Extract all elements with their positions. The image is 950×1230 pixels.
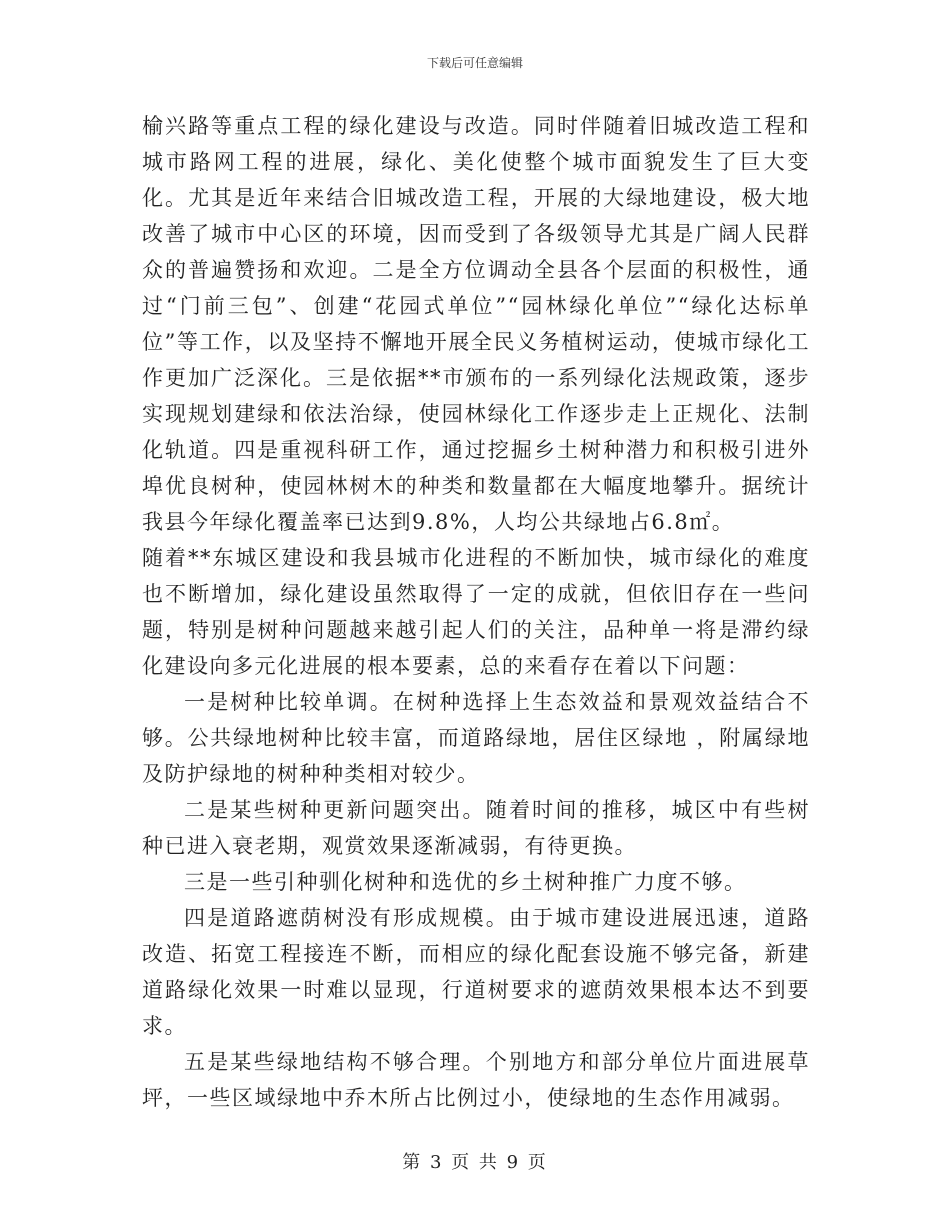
paragraph-problem-5: 五是某些绿地结构不够合理。个别地方和部分单位片面进展草坪，一些区域绿地中乔木所占比例过小，使绿地的生态作用减弱。	[142, 1050, 810, 1110]
paragraph-problems-intro: 随着**东城区建设和我县城市化进程的不断加快，城市绿化的难度也不断增加，绿化建设虽然取得了一定的成就，但依旧存在一些问题，特别是树种问题越来越引起人们的关注，品种单一将是滞约绿化建设向多元化进展的根本要素，总的来看存在着以下问题：	[142, 546, 810, 678]
paragraph-problem-4: 四是道路遮荫树没有形成规模。由于城市建设进展迅速，道路改造、拓宽工程接连不断，而相应的绿化配套设施不够完备，新建道路绿化效果一时难以显现，行道树要求的遮荫效果根本达不到要求。	[142, 906, 810, 1038]
page-header: 下载后可任意编辑	[426, 56, 523, 70]
paragraph-problem-3: 三是一些引种驯化树种和选优的乡土树种推广力度不够。	[184, 870, 747, 894]
paragraph-problem-2: 二是某些树种更新问题突出。随着时间的推移，城区中有些树种已进入衰老期，观赏效果逐渐减弱，有待更换。	[142, 798, 810, 858]
paragraph-problem-1: 一是树种比较单调。在树种选择上生态效益和景观效益结合不够。公共绿地树种比较丰富，而道路绿地，居住区绿地 ，附属绿地及防护绿地的树种种类相对较少。	[142, 690, 810, 786]
document-body	[142, 108, 810, 1116]
paragraph-achievements: 榆兴路等重点工程的绿化建设与改造。同时伴随着旧城改造工程和城市路网工程的进展，绿化、美化使整个城市面貌发生了巨大变化。尤其是近年来结合旧城改造工程，开展的大绿地建设，极大地改善了城市中心区的环境，因而受到了各级领导尤其是广阔人民群众的普遍赞扬和欢迎。二是全方位调动全县各个层面的积极性，通过“门前三包”、创建“花园式单位”“园林绿化单位”“绿化达标单位”等工作，以及坚持不懈地开展全民义务植树运动，使城市绿化工作更加广泛深化。三是依据**市颁布的一系列绿化法规政策，逐步实现规划建绿和依法治绿，使园林绿化工作逐步走上正规化、法制化轨道。四是重视科研工作，通过挖掘乡土树种潜力和积极引进外埠优良树种，使园林树木的种类和数量都在大幅度地攀升。据统计我县今年绿化覆盖率已达到9.8%，人均公共绿地占6.8㎡。	[142, 114, 810, 534]
page-number: 第 3 页 共 9 页	[402, 1152, 548, 1173]
